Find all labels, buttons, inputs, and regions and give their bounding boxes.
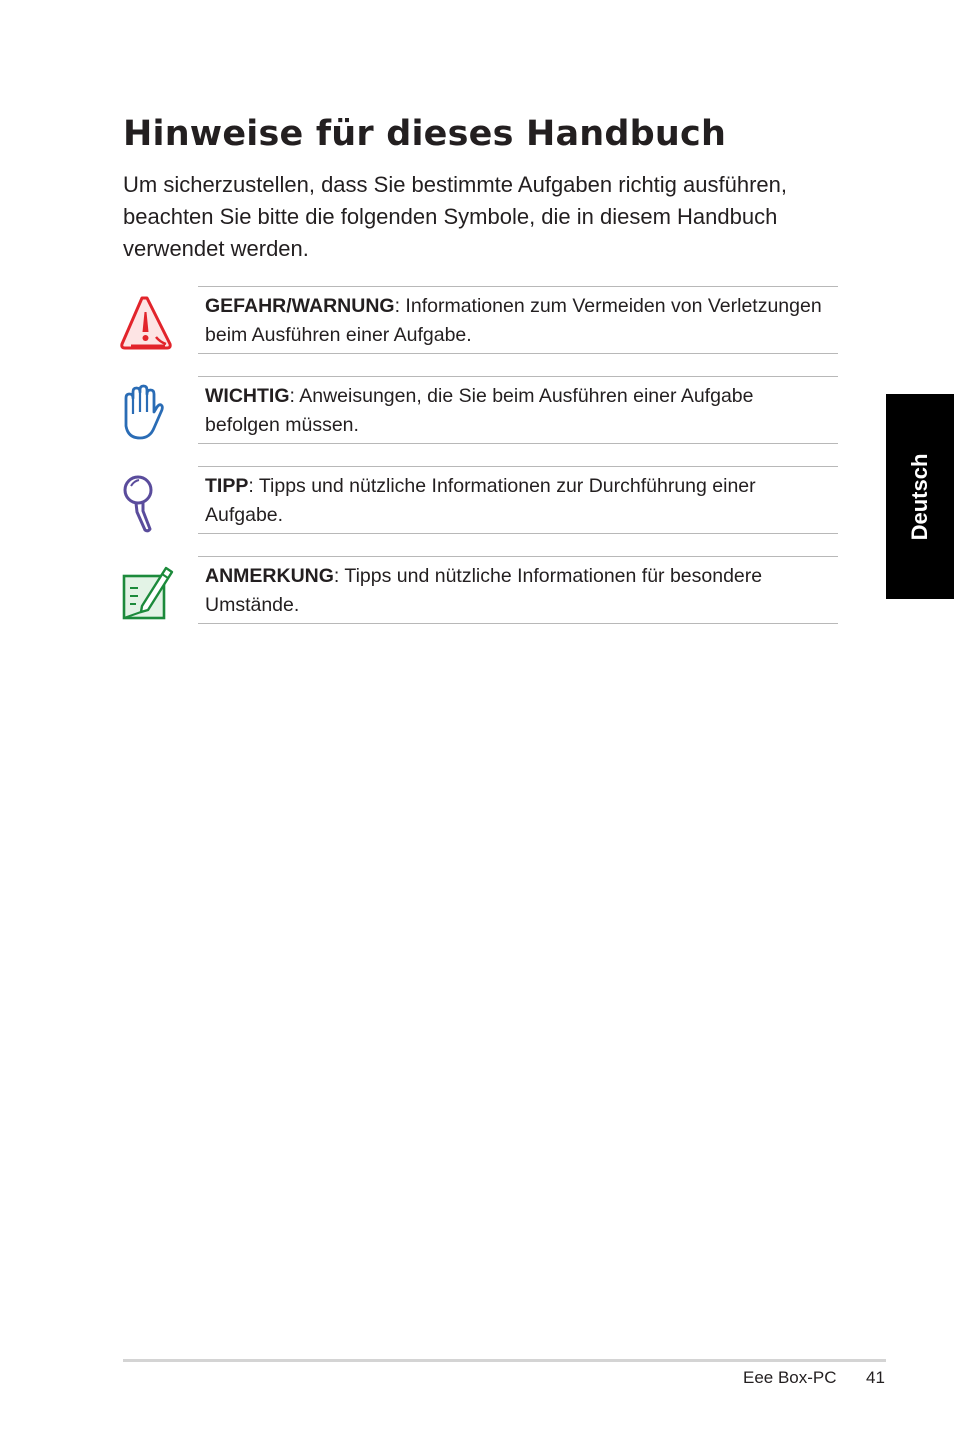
language-side-tab	[886, 394, 954, 599]
notice-warning	[116, 286, 838, 356]
raised-hand-icon	[116, 382, 176, 444]
footer-divider	[123, 1359, 886, 1362]
page-number: 41	[866, 1368, 885, 1387]
notice-tip	[116, 466, 838, 536]
notice-label: GEFAHR/WARNUNG	[205, 295, 395, 317]
notice-description: : Informationen zum Vermeiden von Verletzungen beim Ausführen einer Aufgabe.	[205, 295, 822, 346]
notice-description: : Tipps und nützliche Informationen für besondere Umstände.	[205, 565, 763, 616]
magnifier-icon	[116, 472, 176, 534]
note-pencil-icon	[116, 562, 176, 624]
notice-text	[205, 472, 830, 530]
notice-box	[198, 286, 838, 354]
notice-text	[205, 382, 830, 440]
page-title: Hinweise für dieses Handbuch	[123, 114, 727, 154]
notice-box	[198, 466, 838, 534]
notice-note	[116, 556, 838, 626]
notice-text	[205, 292, 830, 350]
notice-description: : Anweisungen, die Sie beim Ausführen einer Aufgabe befolgen müssen.	[205, 385, 754, 436]
notice-description: : Tipps und nützliche Informationen zur Durchführung einer Aufgabe.	[205, 475, 756, 526]
notice-label: WICHTIG	[205, 385, 290, 407]
notice-label: ANMERKUNG	[205, 565, 334, 587]
notice-box	[198, 556, 838, 624]
intro-paragraph: Um sicherzustellen, dass Sie bestimmte Aufgaben richtig ausführen, beachten Sie bitte die folgenden Symbole, die in diesem Handbuch verwendet werden.	[123, 172, 787, 261]
footer-title: Eee Box-PC	[743, 1368, 837, 1387]
notice-text	[205, 562, 830, 620]
notice-label: TIPP	[205, 475, 249, 497]
notice-important	[116, 376, 838, 446]
language-tab-label: Deutsch	[907, 453, 932, 540]
warning-triangle-icon	[116, 292, 176, 354]
notice-box	[198, 376, 838, 444]
